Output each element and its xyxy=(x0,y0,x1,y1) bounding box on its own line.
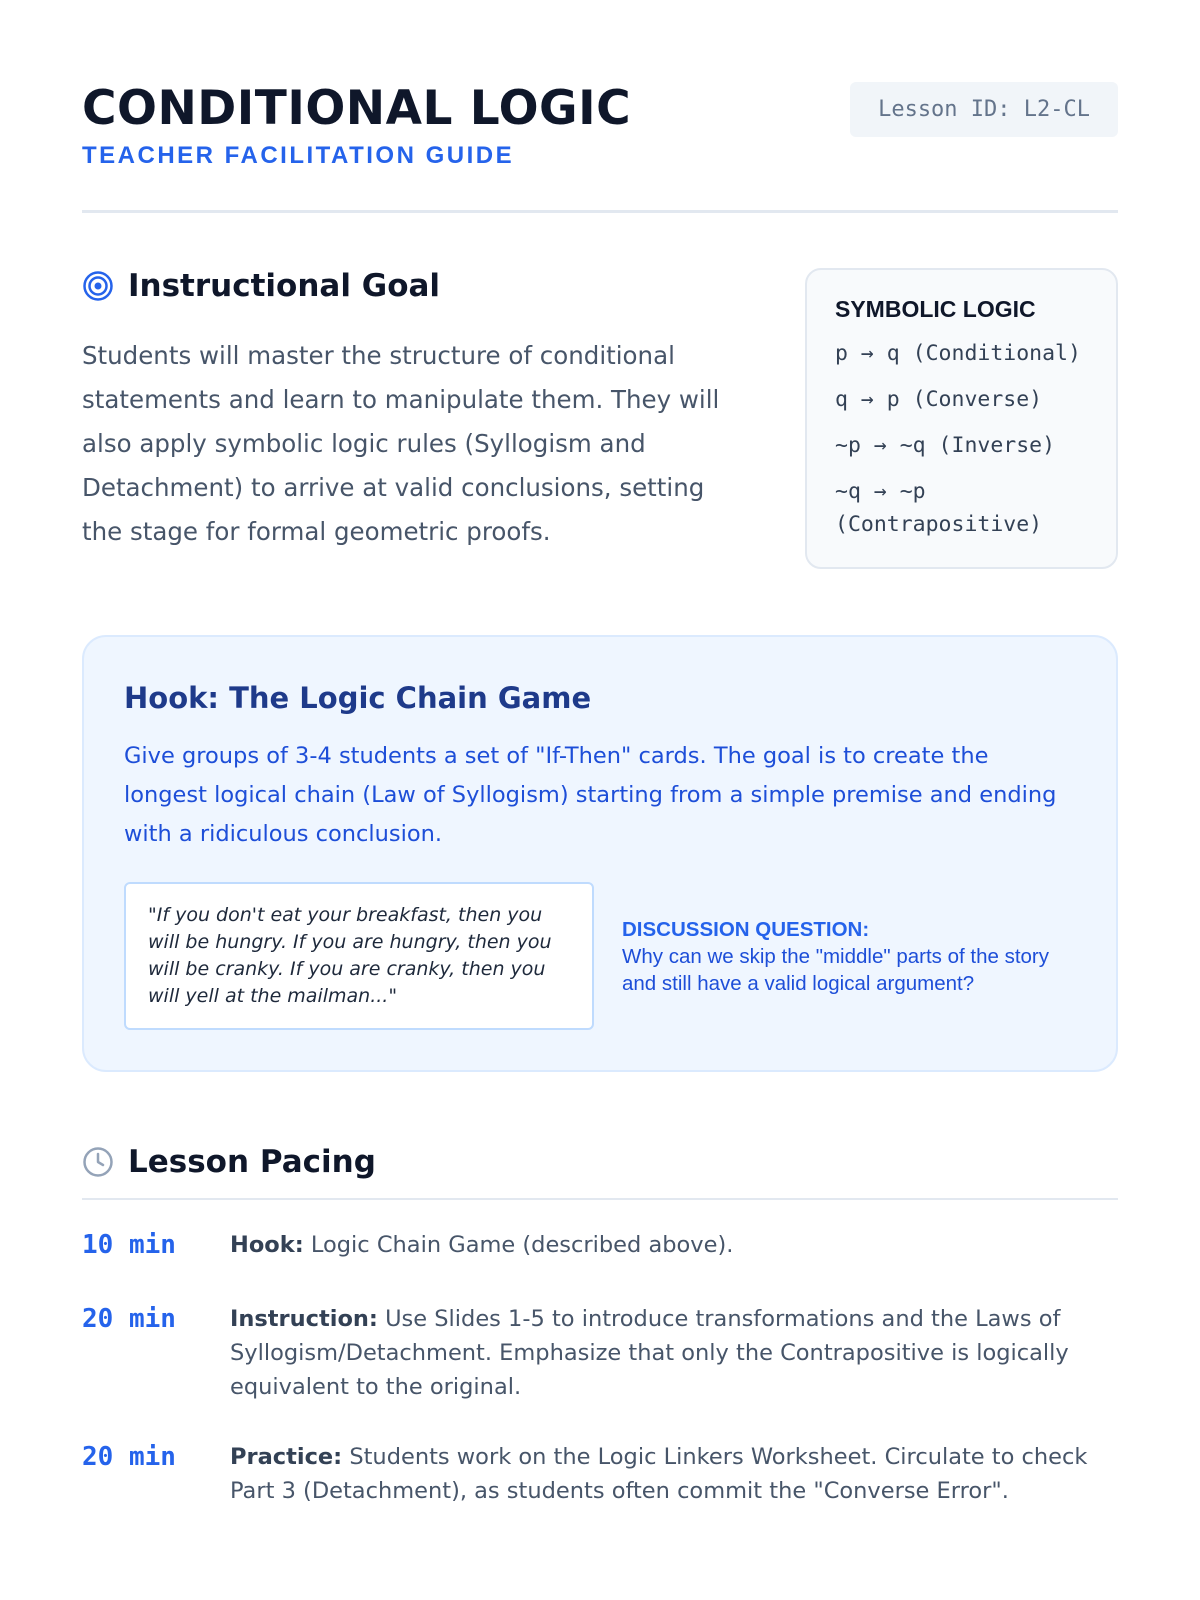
pacing-description xyxy=(230,1228,1118,1262)
symbolic-item-conditional: p → q (Conditional) xyxy=(835,341,1081,366)
pacing-time: 20 min xyxy=(82,1442,176,1472)
symbolic-logic-title: SYMBOLIC LOGIC xyxy=(835,296,1036,322)
goal-text: Students will master the structure of conditional statements and learn to manipulate them. They will also apply symbolic logic rules (Syllogism and Detachment) to arrive at valid conclusions, setting the stage for formal geometric proofs. xyxy=(82,341,720,546)
hook-text: Give groups of 3-4 students a set of "If-Then" cards. The goal is to create the longest logical chain (Law of Syllogism) starting from a simple premise and ending with a ridiculous conclusion. xyxy=(124,743,1057,847)
pacing-row xyxy=(82,1302,1118,1404)
pacing-label: Instruction: xyxy=(230,1306,378,1332)
lesson-id-badge: Lesson ID: L2-CL xyxy=(850,82,1118,137)
symbolic-item-contrapositive: ~q → ~p (Contrapositive) xyxy=(835,479,1043,537)
pacing-text: Students work on the Logic Linkers Worksheet. Circulate to check Part 3 (Detachment), as students often commit the "Converse Error". xyxy=(230,1444,1088,1504)
discussion-text: Why can we skip the "middle" parts of the story and still have a valid logical argument? xyxy=(622,944,1050,995)
example-quote: "If you don't eat your breakfast, then you will be hungry. If you are hungry, then you will be cranky. If you are cranky, then you will yell at the mailman..." xyxy=(124,882,594,1030)
page-subtitle: TEACHER FACILITATION GUIDE xyxy=(82,142,515,169)
pacing-description xyxy=(230,1302,1118,1404)
pacing-row xyxy=(82,1440,1118,1508)
clock-icon xyxy=(82,1146,114,1178)
target-icon xyxy=(82,270,114,302)
pacing-description xyxy=(230,1440,1118,1508)
goal-heading xyxy=(82,268,742,304)
pacing-heading-text: Lesson Pacing xyxy=(128,1144,376,1180)
symbolic-item-inverse: ~p → ~q (Inverse) xyxy=(835,433,1056,458)
discussion-label: DISCUSSION QUESTION: xyxy=(622,917,870,941)
hook-title: Hook: The Logic Chain Game xyxy=(124,681,592,715)
hook-example-row xyxy=(124,882,1076,1030)
pacing-label: Practice: xyxy=(230,1444,343,1470)
page-title: CONDITIONAL LOGIC xyxy=(82,81,632,136)
header xyxy=(82,80,1118,213)
discussion-question xyxy=(622,916,1076,997)
pacing-label: Hook: xyxy=(230,1232,304,1258)
symbolic-logic-card xyxy=(805,268,1118,569)
pacing-row xyxy=(82,1228,1118,1262)
hook-card xyxy=(82,635,1118,1072)
goal-content xyxy=(82,268,742,569)
pacing-time: 10 min xyxy=(82,1230,176,1260)
pacing-heading xyxy=(82,1144,1118,1200)
pacing-text: Use Slides 1-5 to introduce transformations and the Laws of Syllogism/Detachment. Emphasize that only the Contrapositive is logically equivalent to the original. xyxy=(230,1306,1069,1400)
goal-section xyxy=(82,268,1118,569)
pacing-section xyxy=(82,1144,1118,1508)
symbolic-item-converse: q → p (Converse) xyxy=(835,387,1043,412)
goal-heading-text: Instructional Goal xyxy=(128,268,441,304)
pacing-text: Logic Chain Game (described above). xyxy=(303,1232,734,1258)
title-block xyxy=(82,80,631,170)
pacing-time: 20 min xyxy=(82,1304,176,1334)
